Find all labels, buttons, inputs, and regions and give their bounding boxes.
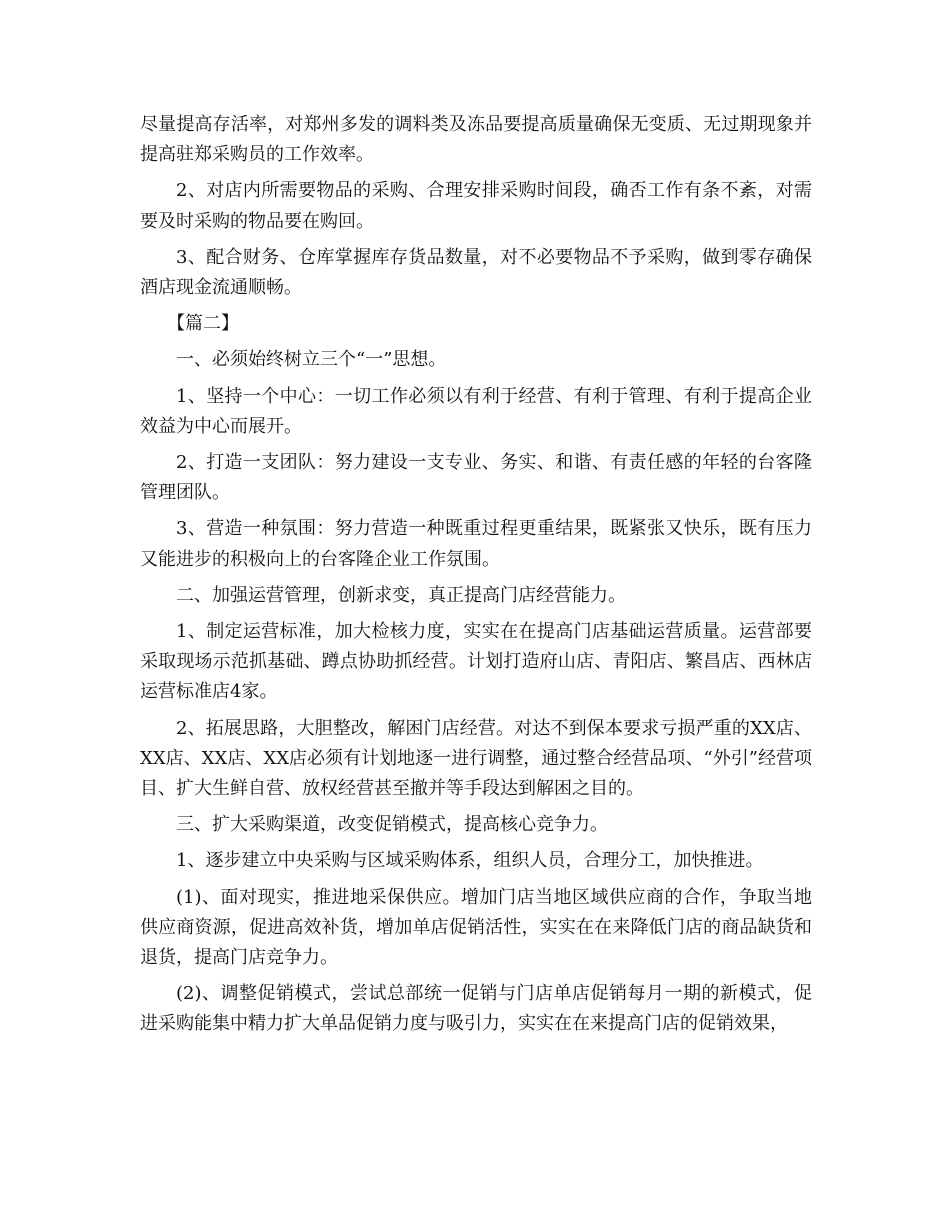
document-page [140, 110, 812, 1046]
heading-3: 三、扩大采购渠道，改变促销模式，提高核心竞争力。 [176, 814, 608, 836]
section-heading: 【篇二】 [167, 313, 239, 335]
heading-2: 二、加强运营管理，创新求变，真正提高门店经营能力。 [176, 584, 626, 606]
paragraph-5: 2、打造一支团队：努力建设一支专业、务实、和谐、有责任感的年轻的台客隆管理团队。 [140, 452, 812, 504]
paragraph-2: 2、对店内所需要物品的采购、合理安排采购时间段，确否工作有条不紊，对需要及时采购的物品要在购回。 [140, 180, 812, 232]
paragraph-11: (2)、调整促销模式，尝试总部统一促销与门店单店促销每月一期的新模式，促进采购能集中精力扩大单品促销力度与吸引力，实实在在来提高门店的促销效果， [140, 983, 812, 1035]
paragraph-3: 3、配合财务、仓库掌握库存货品数量，对不必要物品不予采购，做到零存确保酒店现金流通顺畅。 [140, 246, 812, 299]
paragraph-8: 2、拓展思路，大胆整改，解困门店经营。对达不到保本要求亏损严重的XX店、XX店、XX店、XX店必须有计划地逐一进行调整，通过整合经营品项、“外引”经营项目、扩大生鲜自营、放权经营甚至撤并等手段达到解困之目的。 [140, 717, 812, 800]
heading-1: 一、必须始终树立三个“一”思想。 [176, 349, 447, 371]
paragraph-6: 3、营造一种氛围：努力营造一种既重过程更重结果，既紧张又快乐，既有压力又能进步的积极向上的台客隆企业工作氛围。 [140, 518, 812, 570]
paragraph-10: (1)、面对现实，推进地采保供应。增加门店当地区域供应商的合作，争取当地供应商资源，促进高效补货，增加单店促销活性，实实在在来降低门店的商品缺货和退货，提高门店竞争力。 [140, 886, 812, 969]
paragraph-9: 1、逐步建立中央采购与区域采购体系，组织人员，合理分工，加快推进。 [176, 850, 764, 872]
paragraph-7: 1、制定运营标准，加大检核力度，实实在在提高门店基础运营质量。运营部要采取现场示范抓基础、蹲点协助抓经营。计划打造府山店、青阳店、繁昌店、西林店运营标准店4家。 [140, 621, 812, 703]
paragraph-4: 1、坚持一个中心：一切工作必须以有利于经营、有利于管理、有利于提高企业效益为中心而展开。 [140, 385, 812, 437]
paragraph-1: 尽量提高存活率，对郑州多发的调料类及冻品要提高质量确保无变质、无过期现象并提高驻郑采购员的工作效率。 [140, 114, 812, 166]
